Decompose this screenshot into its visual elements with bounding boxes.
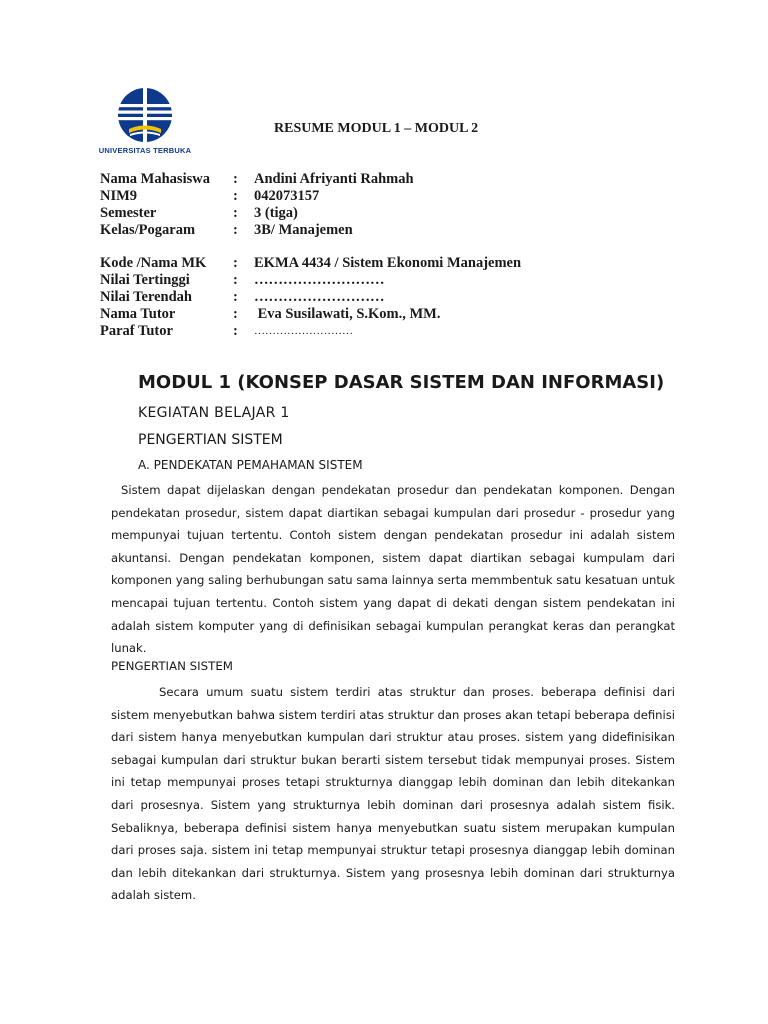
course-separator: : (233, 255, 238, 271)
document-title: RESUME MODUL 1 – MODUL 2 (274, 121, 479, 136)
course-value: EKMA 4434 / Sistem Ekonomi Manajemen (254, 255, 522, 271)
learning-activity-heading: KEGIATAN BELAJAR 1 (138, 405, 290, 421)
identity-value: Andini Afriyanti Rahmah (254, 171, 414, 187)
course-separator: : (233, 289, 238, 305)
universitas-terbuka-logo-icon (116, 86, 174, 144)
module-heading: MODUL 1 (KONSEP DASAR SISTEM DAN INFORMASI) (138, 372, 665, 393)
identity-label: Kelas/Pogaram (100, 222, 196, 238)
course-value: ……………………… (254, 272, 385, 288)
course-separator: : (233, 272, 238, 288)
course-value: Eva Susilawati, S.Kom., MM. (254, 306, 441, 322)
course-value: ……………………… (254, 289, 385, 305)
paragraph-definition: Secara umum suatu sistem terdiri atas struktur dan proses. beberapa definisi dari sistem menyebutkan bahwa sistem terdiri atas struktur dan proses akan tetapi beberapa definisi dari sistem hanya menyebutkan kumpulan dari struktur atau proses. sistem yang didefinisikan sebagai kumpulan dari struktur bukan berarti sistem tersebut tidak mempunyai proses. Sistem ini tetap mempunyai proses tetapi strukturnya dianggap lebih dominan dan lebih ditekankan dari prosesnya. Sistem yang strukturnya lebih dominan dari prosesnya adalah sistem fisik. Sebaliknya, beberapa definisi sistem hanya menyebutkan suatu sistem merupakan kumpulan dari proses saja. sistem ini tetap mempunyai struktur tetapi prosesnya dianggap lebih dominan dan lebih ditekankan dari strukturnya. Sistem yang prosesnya lebih dominan dari strukturnya adalah sistem. (111, 685, 675, 903)
course-label: Nilai Tertinggi (100, 272, 190, 288)
section-a-heading: A. PENDEKATAN PEMAHAMAN SISTEM (138, 458, 363, 472)
course-label: Nilai Terendah (100, 289, 192, 305)
identity-separator: : (233, 205, 238, 221)
course-separator: : (233, 306, 238, 322)
identity-value: 3 (tiga) (254, 205, 298, 221)
identity-separator: : (233, 171, 238, 187)
identity-separator: : (233, 188, 238, 204)
course-label: Paraf Tutor (100, 323, 173, 339)
identity-label: NIM9 (100, 188, 138, 204)
identity-label: Semester (100, 205, 157, 221)
system-definition-subheading: PENGERTIAN SISTEM (111, 659, 233, 673)
identity-separator: : (233, 222, 238, 238)
course-value: ……………………… (254, 325, 353, 337)
paragraph-approach: Sistem dapat dijelaskan dengan pendekatan prosedur dan pendekatan komponen. Dengan pendekatan prosedur, sistem dapat diartikan sebagai kumpulan dari prosedur - prosedur yang mempunyai tujuan tertentu. Contoh sistem dengan pendekatan prosedur ini adalah sistem akuntansi. Dengan pendekatan komponen, sistem dapat diartikan sebagai kumpulam dari komponen yang saling berhubungan satu sama lainnya serta memmbentuk satu kesatuan untuk mencapai tujuan tertentu. Contoh sistem yang dapat di dekati dengan sistem pendekatan ini adalah sistem komputer yang di definisikan sebagai kumpulan perangkat keras dan perangkat lunak. (111, 483, 675, 656)
course-separator: : (233, 323, 238, 339)
identity-label: Nama Mahasiswa (100, 171, 210, 187)
identity-value: 3B/ Manajemen (254, 222, 353, 238)
course-label: Nama Tutor (100, 306, 176, 322)
course-label: Kode /Nama MK (100, 255, 207, 271)
system-definition-heading: PENGERTIAN SISTEM (138, 432, 283, 448)
logo-caption: UNIVERSITAS TERBUKA (98, 146, 192, 155)
university-logo (94, 86, 196, 158)
identity-value: 042073157 (254, 188, 320, 204)
